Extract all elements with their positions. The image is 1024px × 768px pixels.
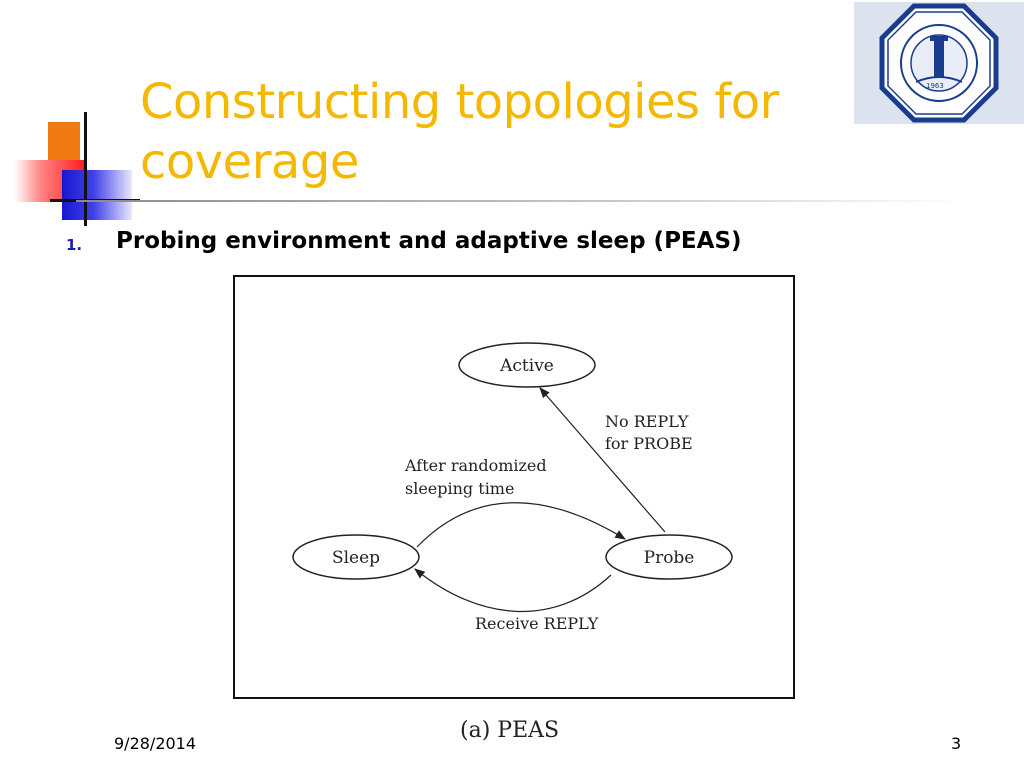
bullet-text: Probing environment and adaptive sleep (PEAS)	[116, 228, 742, 254]
edge-label-for-probe: for PROBE	[605, 434, 693, 453]
slide-title: Constructing topologies for coverage	[140, 74, 779, 190]
bullet-number: 1.	[66, 236, 83, 254]
edge-probe-to-active	[540, 388, 665, 532]
page-number: 3	[951, 734, 962, 753]
logo-year: 1963	[926, 82, 944, 90]
node-sleep-label: Sleep	[331, 548, 381, 568]
university-logo	[854, 2, 1024, 124]
figure-caption: (a) PEAS	[460, 718, 560, 743]
edge-probe-to-sleep	[415, 569, 611, 611]
edge-label-after-randomized: After randomized	[405, 456, 547, 475]
node-probe-label: Probe	[643, 548, 695, 568]
edge-label-no-reply: No REPLY	[605, 412, 689, 431]
peas-state-diagram	[233, 275, 795, 699]
edge-label-sleeping-time: sleeping time	[405, 479, 515, 498]
title-underline	[76, 200, 966, 202]
decor-vertical-line	[84, 112, 87, 226]
node-active-label: Active	[500, 356, 554, 376]
decor-blue-square	[62, 170, 132, 220]
edge-sleep-to-probe	[417, 503, 625, 547]
node-probe	[606, 535, 732, 579]
node-sleep	[293, 535, 419, 579]
footer-date: 9/28/2014	[114, 734, 197, 753]
edge-label-receive-reply: Receive REPLY	[475, 614, 599, 633]
decor-orange-square	[48, 122, 80, 160]
node-active	[459, 343, 595, 387]
